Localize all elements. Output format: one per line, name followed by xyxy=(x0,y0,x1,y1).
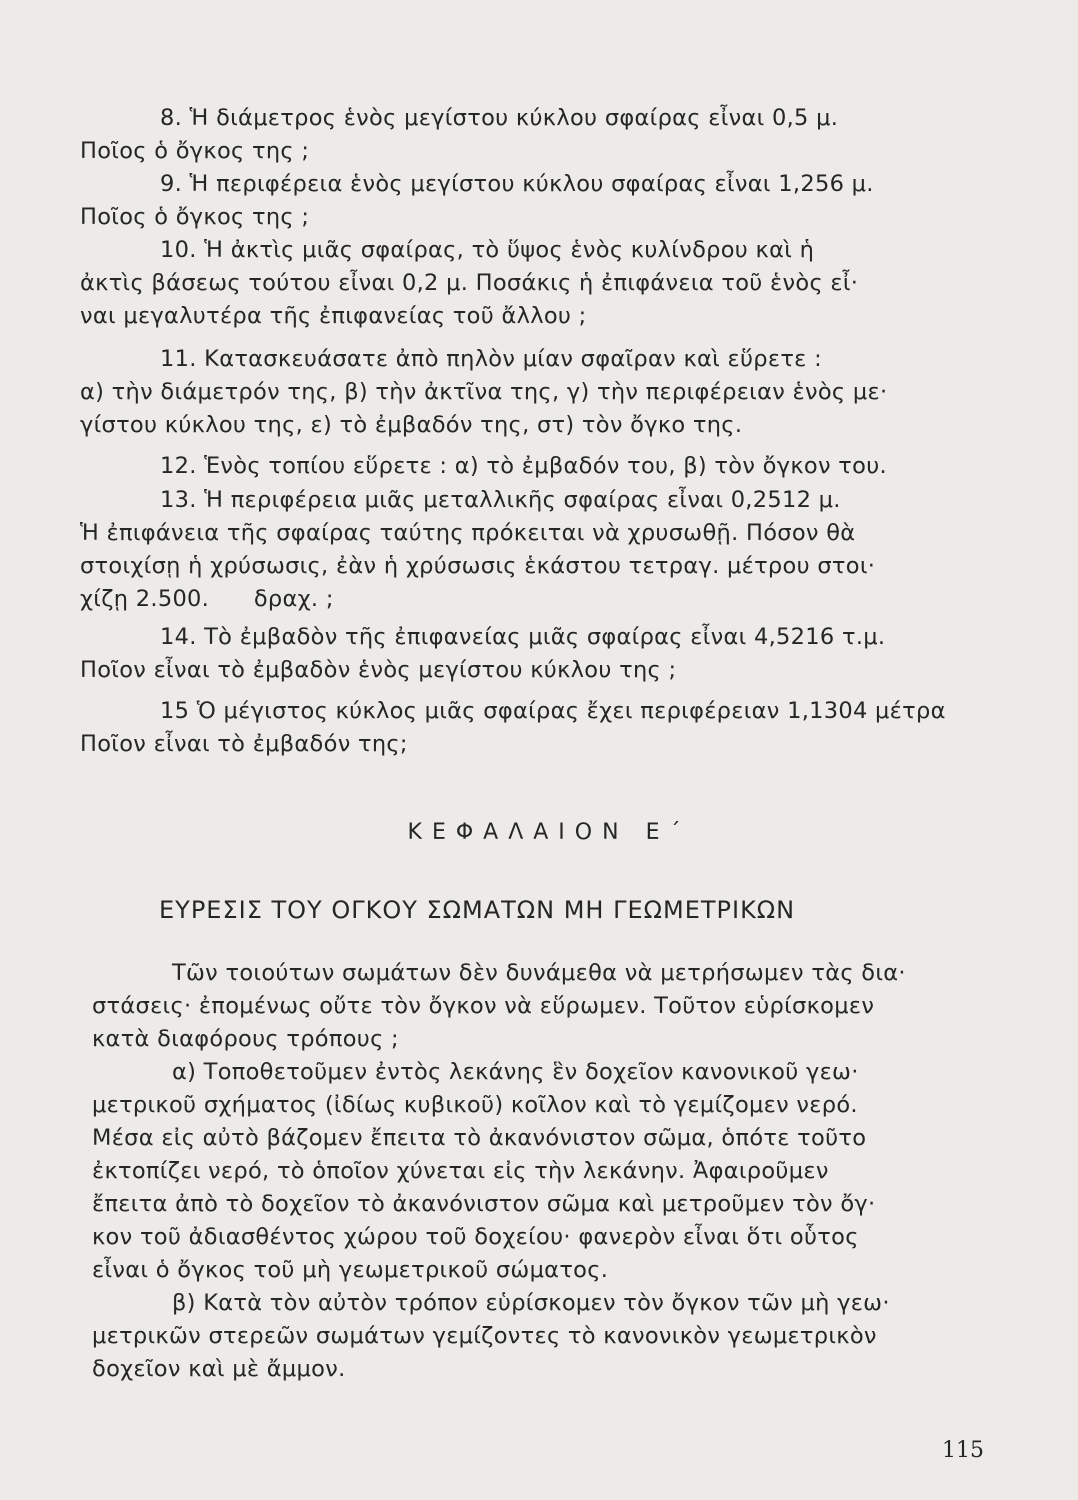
exercise-8 xyxy=(80,102,980,168)
exercise-line: Ποῖον εἶναι τὸ ἐμβαδόν της; xyxy=(80,731,408,757)
exercise-line: 15 Ὁ μέγιστος κύκλος μιᾶς σφαίρας ἔχει περιφέρειαν 1,1304 μέτρα xyxy=(160,698,946,724)
exercise-line: ἀκτὶς βάσεως τούτου εἶναι 0,2 μ. Ποσάκις ἡ ἐπιφάνεια τοῦ ἑνὸς εἶ· xyxy=(80,270,859,296)
body-text xyxy=(92,957,992,1386)
exercise-line: ναι μεγαλυτέρα τῆς ἐπιφανείας τοῦ ἄλλου ; xyxy=(80,303,587,329)
method-b-line: μετρικῶν στερεῶν σωμάτων γεμίζοντες τὸ κανονικὸν γεωμετρικὸν xyxy=(92,1323,877,1349)
exercise-line: 11. Κατασκευάσατε ἀπὸ πηλὸν μίαν σφαῖραν καὶ εὕρετε : xyxy=(160,346,822,372)
method-a-line: μετρικοῦ σχήματος (ἰδίως κυβικοῦ) κοῖλον καὶ τὸ γεμίζομεν νερό. xyxy=(92,1092,858,1118)
method-a-line: α) Τοποθετοῦμεν ἐντὸς λεκάνης ἓν δοχεῖον κανονικοῦ γεω· xyxy=(172,1059,859,1085)
exercise-line: 12. Ἑνὸς τοπίου εὕρετε : α) τὸ ἐμβαδόν του, β) τὸν ὄγκον του. xyxy=(160,453,887,479)
method-b-line: β) Κατὰ τὸν αὐτὸν τρόπον εὑρίσκομεν τὸν ὄγκον τῶν μὴ γεω· xyxy=(172,1290,890,1316)
exercise-line: Ποῖος ὁ ὄγκος της ; xyxy=(80,138,310,164)
exercise-11 xyxy=(80,343,980,442)
method-a-line: Μέσα εἰς αὐτὸ βάζομεν ἔπειτα τὸ ἀκανόνιστον σῶμα, ὁπότε τοῦτο xyxy=(92,1125,867,1151)
exercise-line: Ποῖος ὁ ὄγκος της ; xyxy=(80,204,310,230)
exercise-line: 14. Τὸ ἐμβαδὸν τῆς ἐπιφανείας μιᾶς σφαίρας εἶναι 4,5216 τ.μ. xyxy=(160,624,886,650)
method-b-line: δοχεῖον καὶ μὲ ἄμμον. xyxy=(92,1356,346,1382)
page-number: 115 xyxy=(942,1438,984,1463)
exercise-line: Ποῖον εἶναι τὸ ἐμβαδὸν ἑνὸς μεγίστου κύκλου της ; xyxy=(80,657,677,683)
exercise-line: χίζῃ 2.500. δραχ. ; xyxy=(80,586,334,612)
exercise-12 xyxy=(80,450,980,483)
section-heading: ΕΥΡΕΣΙΣ ΤΟΥ ΟΓΚΟΥ ΣΩΜΑΤΩΝ ΜΗ ΓΕΩΜΕΤΡΙΚΩΝ xyxy=(159,896,796,924)
exercise-line: στοιχίσῃ ἡ χρύσωσις, ἐὰν ἡ χρύσωσις ἑκάστου τετραγ. μέτρου στοι· xyxy=(80,553,876,579)
exercise-14 xyxy=(80,621,980,687)
method-a-line: εἶναι ὁ ὄγκος τοῦ μὴ γεωμετρικοῦ σώματος. xyxy=(92,1257,609,1283)
intro-line: κατὰ διαφόρους τρόπους ; xyxy=(92,1026,399,1052)
exercise-line: 10. Ἡ ἀκτὶς μιᾶς σφαίρας, τὸ ὕψος ἑνὸς κυλίνδρου καὶ ἡ xyxy=(160,237,815,263)
exercise-line: 9. Ἡ περιφέρεια ἑνὸς μεγίστου κύκλου σφαίρας εἶναι 1,256 μ. xyxy=(160,171,874,197)
exercise-10 xyxy=(80,234,980,333)
intro-line: Τῶν τοιούτων σωμάτων δὲν δυνάμεθα νὰ μετρήσωμεν τὰς δια· xyxy=(172,960,906,986)
exercise-line: γίστου κύκλου της, ε) τὸ ἐμβαδόν της, στ) τὸν ὄγκο της. xyxy=(80,412,743,438)
exercise-line: α) τὴν διάμετρόν της, β) τὴν ἀκτῖνα της, γ) τὴν περιφέρειαν ἑνὸς με· xyxy=(80,379,888,405)
exercise-15 xyxy=(80,695,980,761)
intro-line: στάσεις· ἐπομένως οὔτε τὸν ὄγκον νὰ εὕρωμεν. Τοῦτον εὑρίσκομεν xyxy=(92,993,875,1019)
exercise-line: 8. Ἡ διάμετρος ἑνὸς μεγίστου κύκλου σφαίρας εἶναι 0,5 μ. xyxy=(160,105,839,131)
method-a-line: ἐκτοπίζει νερό, τὸ ὁποῖον χύνεται εἰς τὴν λεκάνην. Ἀφαιροῦμεν xyxy=(92,1158,829,1184)
exercise-line: 13. Ἡ περιφέρεια μιᾶς μεταλλικῆς σφαίρας εἶναι 0,2512 μ. xyxy=(160,487,841,513)
exercise-9 xyxy=(80,168,980,234)
method-a-line: κον τοῦ ἀδιασθέντος χώρου τοῦ δοχείου· φανερὸν εἶναι ὅτι οὗτος xyxy=(92,1224,859,1250)
chapter-title: ΚΕΦΑΛΑΙΟΝ Ε΄ xyxy=(407,820,691,845)
exercise-13 xyxy=(80,484,980,616)
exercise-line: Ἡ ἐπιφάνεια τῆς σφαίρας ταύτης πρόκειται νὰ χρυσωθῇ. Πόσον θὰ xyxy=(80,520,856,546)
method-a-line: ἔπειτα ἀπὸ τὸ δοχεῖον τὸ ἀκανόνιστον σῶμα καὶ μετροῦμεν τὸν ὄγ· xyxy=(92,1191,876,1217)
